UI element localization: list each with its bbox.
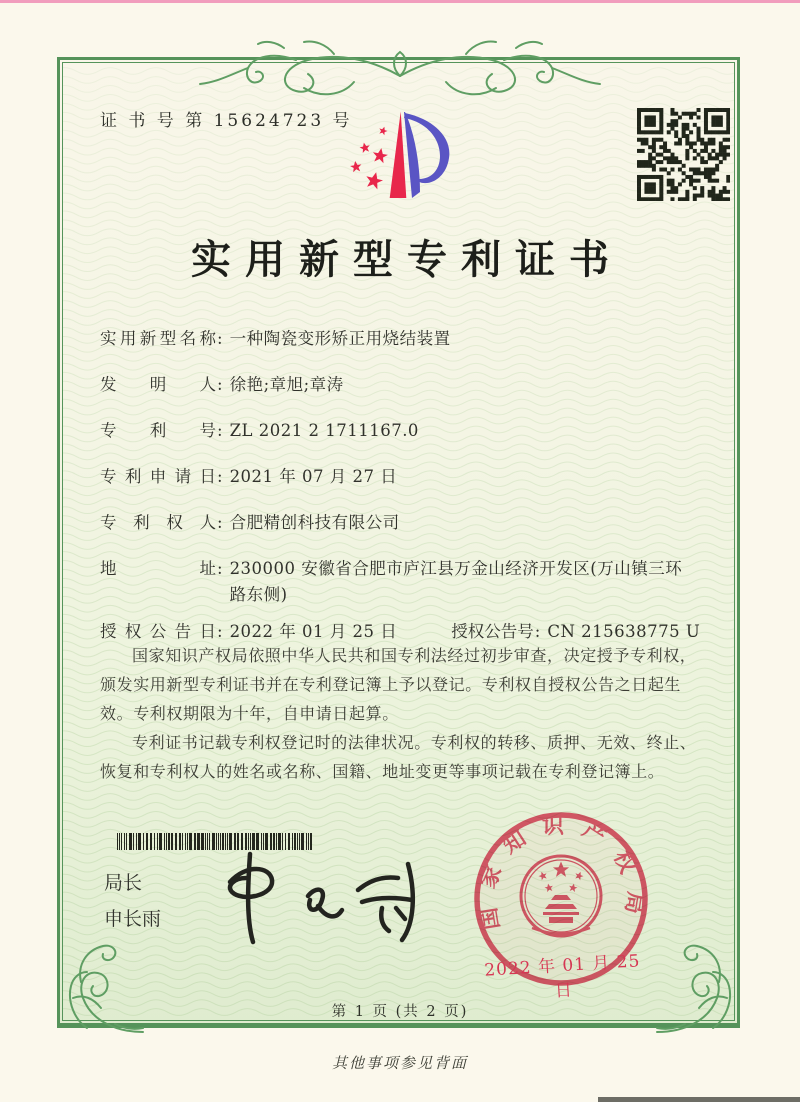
field-row-address: [100, 556, 712, 608]
director-title: 局长: [104, 872, 143, 894]
field-colon: :: [217, 329, 223, 348]
field-label: 专利申请日: [100, 467, 216, 486]
field-value: 一种陶瓷变形矫正用烧结装置: [229, 329, 451, 348]
field-colon: :: [534, 622, 541, 641]
field-label: 专 利 权 人: [100, 513, 216, 532]
top-ornament: [170, 30, 630, 118]
cnipa-logo: [335, 110, 467, 220]
field-colon: :: [217, 559, 223, 578]
field-colon: :: [217, 622, 223, 641]
qr-code: [637, 108, 730, 201]
back-note: 其他事项参见背面: [331, 1054, 468, 1072]
seal-org-text: 国家知识产权局: [473, 812, 649, 932]
legal-paragraph-2: 专利证书记载专利权登记时的法律状况。专利权的转移、质押、无效、终止、恢复和专利权人的姓名或名称、国籍、地址变更等事项记载在专利登记簿上。: [100, 733, 697, 782]
legal-text: [100, 641, 706, 787]
page-number: 第 1 页 (共 2 页): [331, 1004, 469, 1020]
director-name: 申长雨: [104, 908, 162, 930]
field-value: ZL 2021 2 1711167.0: [229, 421, 419, 440]
field-label: 地 址: [100, 559, 216, 578]
field-colon: :: [217, 513, 223, 532]
field-colon: :: [217, 375, 223, 394]
seal-date: 2022 年 01 月 25 日: [483, 951, 641, 1002]
logo-stars: [350, 125, 389, 190]
director-signature: [212, 838, 452, 956]
field-row-filing-date: [100, 464, 712, 490]
field-row-patent-number: [100, 418, 712, 444]
field-label: 发 明 人: [100, 375, 216, 394]
field-label: 授权公告日: [100, 622, 216, 641]
field-label: 实用新型名称: [100, 329, 216, 348]
field-value: 2022 年 01 月 25 日: [229, 622, 398, 641]
director-block: [104, 874, 161, 929]
field-label: 授权公告号: [451, 622, 534, 641]
field-row-inventor: [100, 372, 712, 398]
field-colon: :: [217, 421, 223, 440]
field-value: CN 215638775 U: [547, 622, 701, 641]
legal-paragraph-1: 国家知识产权局依照中华人民共和国专利法经过初步审查，决定授予专利权，颁发实用新型专利证书并在专利登记簿上予以登记。专利权自授权公告之日起生效。专利权期限为十年，自申请日起算。: [100, 646, 697, 724]
field-row-name: [100, 326, 712, 352]
field-value: 230000 安徽省合肥市庐江县万金山经济开发区(万山镇三环路东侧): [229, 559, 683, 604]
corner-ornament-right: [651, 936, 743, 1038]
field-rows: [100, 326, 712, 665]
field-label: 专 利 号: [100, 421, 216, 440]
logo-p-shape: [390, 112, 450, 199]
field-value: 2021 年 07 月 27 日: [229, 467, 398, 486]
corner-ornament-left: [57, 936, 149, 1038]
field-row-patentee: [100, 510, 712, 536]
field-value: 合肥精创科技有限公司: [229, 513, 400, 532]
field-colon: :: [217, 467, 223, 486]
scan-artifact-top: [0, 0, 800, 3]
scan-artifact-bottom: [598, 1097, 800, 1102]
certificate-number: 证 书 号 第 15624723 号: [100, 111, 353, 131]
certificate-title: 实用新型专利证书: [191, 236, 623, 283]
field-value: 徐艳;章旭;章涛: [229, 375, 344, 394]
